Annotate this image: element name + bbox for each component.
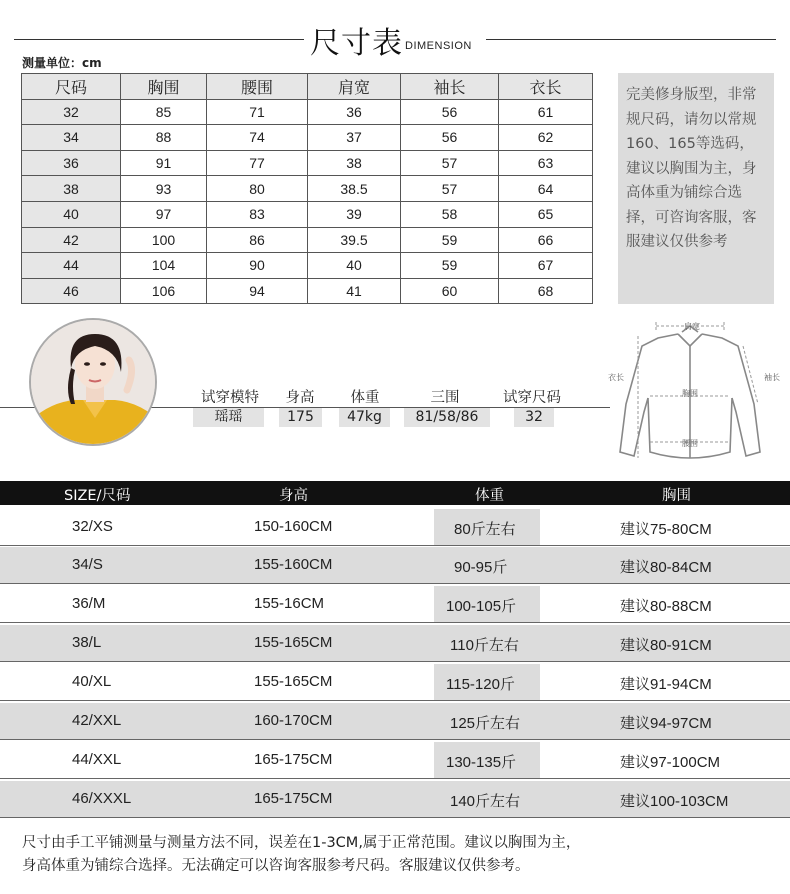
table-cell: 38 [22,176,121,202]
model-illustration [31,320,157,446]
row-chest: 建议100-103CM [620,793,729,810]
row-size: 38/L [72,634,102,651]
row-weight: 80斤左右 [454,521,516,538]
header-rule-right [486,39,776,40]
table-cell: 104 [121,253,207,279]
model-label-name: 试穿模特 [201,390,259,406]
table-cell: 91 [121,150,207,176]
diagram-sleeve-label: 袖长 [764,373,780,382]
table-cell: 93 [121,176,207,202]
table-cell: 36 [308,99,401,125]
row-weight: 140斤左右 [450,793,521,810]
table-cell: 56 [401,99,499,125]
row-weight: 90-95斤 [454,559,508,576]
page-title: 尺寸表 [310,26,403,61]
page-subtitle: DIMENSION [405,40,472,52]
table-row [22,176,593,202]
table-cell: 86 [207,227,308,253]
table-cell: 85 [121,99,207,125]
row-size: 36/M [72,595,106,612]
table-row [0,509,790,546]
row-weight: 115-120斤 [446,676,515,693]
table-cell: 67 [499,253,593,279]
header-rule-left [14,39,304,40]
table-row [0,703,790,740]
row-chest: 建议75-80CM [620,521,712,538]
row-height: 155-160CM [254,556,333,573]
table-row [0,625,790,662]
table-cell: 58 [401,201,499,227]
table-row [22,201,593,227]
size-table [21,73,593,304]
row-chest: 建议97-100CM [620,754,721,771]
table-cell: 64 [499,176,593,202]
table-cell: 62 [499,125,593,151]
row-height: 160-170CM [254,712,333,729]
fit-note: 完美修身版型，非常规尺码，请勿以常规160、165等选码，建议以胸围为主，身高体重为铺综合选择，可咨询客服，客服建议仅供参考 [618,73,774,304]
table-row [0,742,790,779]
table-cell: 59 [401,253,499,279]
diagram-chest-label: 胸围 [682,389,698,398]
table-row [0,547,790,584]
row-height: 165-175CM [254,751,333,768]
row-size: 46/XXXL [72,790,132,807]
header-cell-height: 身高 [279,488,308,504]
model-value-height: 175 [279,408,322,427]
header-cell: 胸围 [121,74,207,100]
header-cell-size: SIZE/尺码 [64,488,131,504]
row-size: 32/XS [72,518,113,535]
recommend-table-header [0,481,790,505]
table-cell: 60 [401,278,499,304]
table-row [22,150,593,176]
table-row [0,586,790,623]
footer-note [22,832,580,878]
table-cell: 59 [401,227,499,253]
row-chest: 建议94-97CM [620,715,712,732]
table-cell: 39.5 [308,227,401,253]
table-cell: 74 [207,125,308,151]
table-cell: 32 [22,99,121,125]
row-weight: 100-105斤 [446,598,517,615]
table-cell: 97 [121,201,207,227]
model-label-measurements: 三围 [430,390,460,406]
table-cell: 66 [499,227,593,253]
table-cell: 83 [207,201,308,227]
table-cell: 61 [499,99,593,125]
row-height: 155-16CM [254,595,325,612]
row-weight: 110斤左右 [450,637,519,654]
table-cell: 94 [207,278,308,304]
row-height: 165-175CM [254,790,333,807]
table-row [22,253,593,279]
footer-line-1: 尺寸由手工平铺测量与测量方法不同，误差在1-3CM,属于正常范围。建议以胸围为主， [22,835,581,851]
table-cell: 36 [22,150,121,176]
model-value-measurements: 81/58/86 [404,408,490,427]
header-cell: 袖长 [401,74,499,100]
footer-line-2: 身高体重为铺综合选择。无法确定可以咨询客服参考尺码。客服建议仅供参考。 [22,858,530,874]
unit-label: 测量单位：cm [22,56,102,70]
table-row [22,125,593,151]
table-cell: 88 [121,125,207,151]
size-table-header [22,74,593,100]
table-cell: 38.5 [308,176,401,202]
table-row [22,278,593,304]
table-cell: 56 [401,125,499,151]
diagram-length-label: 衣长 [608,373,624,382]
row-weight: 125斤左右 [450,715,521,732]
header-cell: 肩宽 [308,74,401,100]
header-cell-weight: 体重 [475,488,504,504]
diagram-shoulder-label: 肩宽 [684,322,700,331]
table-cell: 39 [308,201,401,227]
table-cell: 80 [207,176,308,202]
table-cell: 37 [308,125,401,151]
table-cell: 44 [22,253,121,279]
table-row [22,99,593,125]
row-chest: 建议80-91CM [620,637,712,654]
row-chest: 建议80-84CM [620,559,712,576]
row-height: 155-165CM [254,673,333,690]
table-cell: 34 [22,125,121,151]
table-row [0,781,790,818]
row-size: 42/XXL [72,712,122,729]
table-cell: 57 [401,150,499,176]
table-cell: 41 [308,278,401,304]
row-chest: 建议91-94CM [620,676,712,693]
table-cell: 57 [401,176,499,202]
model-value-size: 32 [514,408,554,427]
table-cell: 71 [207,99,308,125]
table-cell: 40 [22,201,121,227]
table-cell: 65 [499,201,593,227]
header-cell: 衣长 [499,74,593,100]
model-photo [29,318,157,446]
row-chest: 建议80-88CM [620,598,712,615]
row-height: 155-165CM [254,634,333,651]
diagram-waist-label: 腰围 [682,439,698,448]
table-row [22,227,593,253]
model-label-weight: 体重 [350,390,380,406]
table-cell: 68 [499,278,593,304]
model-label-height: 身高 [285,390,315,406]
shirt-measurement-diagram [598,312,788,477]
row-weight: 130-135斤 [446,754,517,771]
table-cell: 106 [121,278,207,304]
header-cell-chest: 胸围 [662,488,691,504]
row-size: 44/XXL [72,751,122,768]
table-cell: 63 [499,150,593,176]
table-cell: 38 [308,150,401,176]
model-label-size: 试穿尺码 [503,390,561,406]
header-cell: 尺码 [22,74,121,100]
table-row [0,664,790,701]
header-cell: 腰围 [207,74,308,100]
table-cell: 46 [22,278,121,304]
table-cell: 77 [207,150,308,176]
table-cell: 100 [121,227,207,253]
row-size: 34/S [72,556,103,573]
measure-lines [638,322,758,458]
row-height: 150-160CM [254,518,333,535]
table-cell: 40 [308,253,401,279]
table-cell: 42 [22,227,121,253]
table-cell: 90 [207,253,308,279]
model-value-weight: 47kg [339,408,390,427]
row-size: 40/XL [72,673,112,690]
model-value-name: 瑶瑶 [193,408,264,427]
